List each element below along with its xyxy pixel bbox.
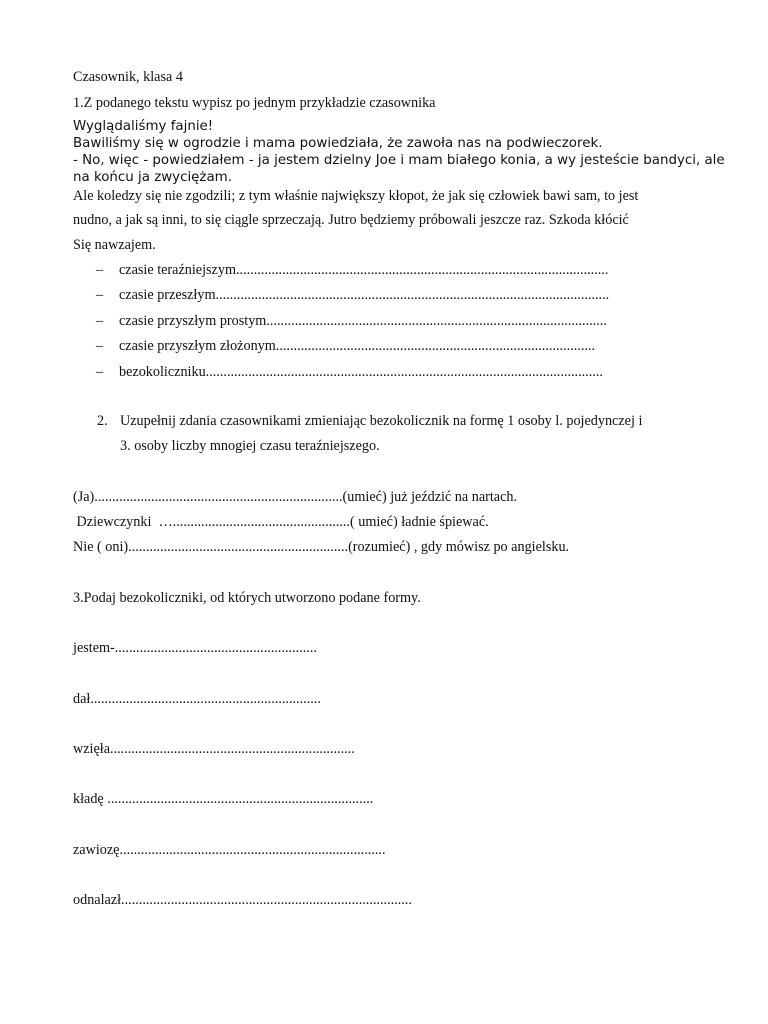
- bullet-dash: –: [96, 364, 104, 380]
- bullet-text: bezokoliczniku................................................................................................................: [119, 364, 603, 380]
- bullet-text: czasie teraźniejszym.........................................................................................................: [119, 262, 609, 278]
- form-item: kładę ...........................................................................: [73, 791, 374, 807]
- bullet-item: [96, 338, 595, 355]
- bullet-item: [96, 262, 608, 279]
- task2-instruction-line2: 3. osoby liczby mnogiej czasu teraźniejszego.: [120, 438, 380, 454]
- fill-in-sentence: Dziewczynki …..................................................( umieć) ładnie śpiewać.: [73, 514, 489, 530]
- fill-in-sentence: (Ja)......................................................................(umieć) już jeździć na nartach.: [73, 489, 518, 505]
- form-item: wzięła.....................................................................: [73, 741, 355, 757]
- bullet-text: czasie przeszłym...............................................................................................................: [119, 287, 610, 303]
- story-line: Ale koledzy się nie zgodzili; z tym właśnie największy kłopot, że jak się człowiek bawi sam, to jest: [73, 188, 639, 204]
- fill-in-sentence: Nie ( oni)..............................................................(rozumieć) , gdy mówisz po angielsku.: [73, 539, 570, 555]
- task1-heading: 1.Z podanego tekstu wypisz po jednym przykładzie czasownika: [73, 95, 436, 111]
- story-line: na końcu ja zwyciężam.: [73, 170, 232, 185]
- form-item: dał.................................................................: [73, 691, 321, 707]
- form-item: jestem-.........................................................: [73, 640, 317, 656]
- task3-heading: 3.Podaj bezokoliczniki, od których utworzono podane formy.: [73, 590, 421, 606]
- bullet-item: [96, 364, 603, 381]
- story-line: - No, więc - powiedziałem - ja jestem dzielny Joe i mam białego konia, a wy jesteście bandyci, ale: [73, 153, 725, 168]
- bullet-dash: –: [96, 313, 104, 329]
- form-item: zawiozę...........................................................................: [73, 842, 386, 858]
- bullet-item: [96, 313, 607, 330]
- story-line: nudno, a jak są inni, to się ciągle sprzeczają. Jutro będziemy próbowali jeszcze raz. Szkoda kłócić: [73, 212, 629, 228]
- bullet-dash: –: [96, 287, 104, 303]
- bullet-item: [96, 287, 609, 304]
- task2-number: 2.: [97, 413, 108, 429]
- story-line: Bawiliśmy się w ogrodzie i mama powiedziała, że zawoła nas na podwieczorek.: [73, 136, 603, 151]
- bullet-text: czasie przyszłym prostym................................................................................................: [119, 313, 607, 329]
- bullet-text: czasie przyszłym złożonym..........................................................................................: [119, 338, 596, 354]
- bullet-dash: –: [96, 262, 104, 278]
- story-line: Się nawzajem.: [73, 237, 156, 253]
- task2-instruction: [97, 413, 642, 430]
- story-line: Wyglądaliśmy fajnie!: [73, 119, 214, 134]
- task2-instruction-line1: Uzupełnij zdania czasownikami zmieniając bezokolicznik na formę 1 osoby l. pojedynczej i: [120, 413, 643, 429]
- bullet-dash: –: [96, 338, 104, 354]
- form-item: odnalazł..................................................................................: [73, 892, 412, 908]
- worksheet-title: Czasownik, klasa 4: [73, 69, 183, 85]
